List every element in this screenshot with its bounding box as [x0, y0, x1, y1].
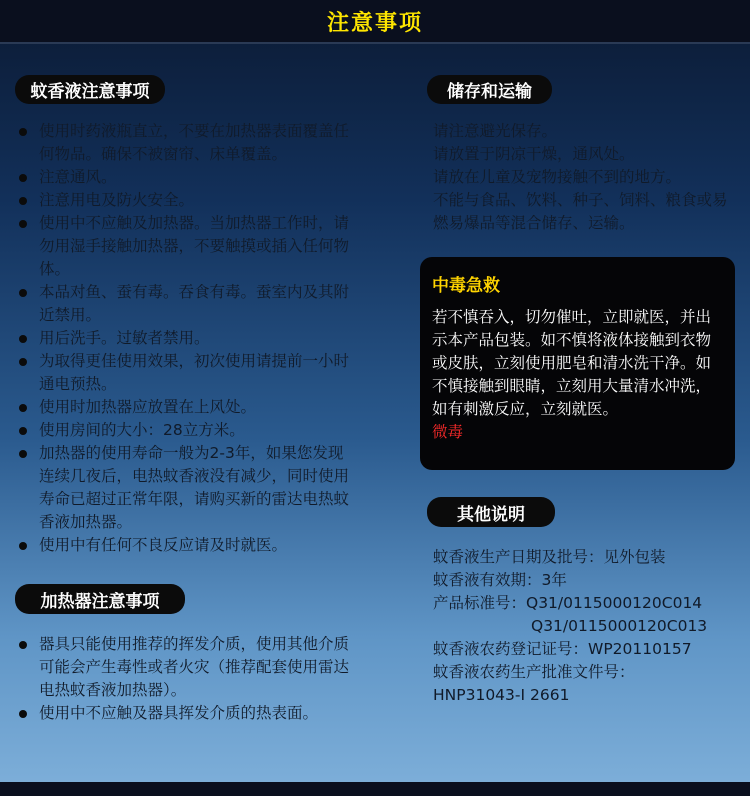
list-item: 使用房间的大小：28立方米。 [17, 419, 357, 442]
storage-line: 不能与食品、饮料、种子、饲料、粮食或易燃易爆品等混合储存、运输。 [433, 191, 728, 232]
section-title-other: 其他说明 [427, 497, 555, 527]
toxicity-note: 微毒 [432, 423, 464, 441]
list-item: 使用中不应触及器具挥发介质的热表面。 [17, 702, 362, 725]
section-title-mosquito-liquid: 蚊香液注意事项 [15, 75, 165, 104]
storage-text [433, 120, 733, 235]
standard-no-line-2: Q31/0115000120C013 [531, 617, 708, 635]
list-item: 注意用电及防火安全。 [17, 189, 357, 212]
first-aid-text: 若不慎吞入，切勿催吐，立即就医，并出示本产品包装。如不慎将液体接触到衣物或皮肤，立刻使用肥皂和清水洗干净。如不慎接触到眼睛，立刻用大量清水冲洗，如有刺激反应，立刻就医。 [432, 308, 712, 418]
heater-list [17, 633, 362, 725]
shelf-life-line: 蚊香液有效期：3年 [433, 571, 567, 589]
first-aid-box [420, 257, 735, 470]
standard-no-line: 产品标准号：Q31/0115000120C014 [433, 594, 703, 612]
list-item: 使用时加热器应放置在上风处。 [17, 396, 357, 419]
mosquito-liquid-list [17, 120, 357, 557]
storage-line: 请放置于阴凉干燥，通风处。 [433, 145, 635, 163]
list-item: 本品对鱼、蚕有毒。吞食有毒。蚕室内及其附近禁用。 [17, 281, 357, 327]
page-title: 注意事项 [326, 10, 423, 36]
approval-doc-no: HNP31043-I 2661 [433, 686, 570, 704]
section-title-storage: 储存和运输 [427, 75, 552, 104]
list-item: 加热器的使用寿命一般为2-3年，如果您发现连续几夜后，电热蚊香液没有减少，同时使用寿命已超过正常年限，请购买新的雷达电热蚊香液加热器。 [17, 442, 357, 534]
footer-bar [0, 782, 750, 796]
list-item: 使用中不应触及加热器。当加热器工作时，请勿用湿手接触加热器，不要触摸或插入任何物体。 [17, 212, 357, 281]
list-item: 用后洗手。过敏者禁用。 [17, 327, 357, 350]
approval-doc-label: 蚊香液农药生产批准文件号： [433, 663, 635, 681]
list-item: 使用时药液瓶直立，不要在加热器表面覆盖任何物品。确保不被窗帘、床单覆盖。 [17, 120, 357, 166]
section-title-heater: 加热器注意事项 [15, 584, 185, 614]
list-item: 器具只能使用推荐的挥发介质，使用其他介质可能会产生毒性或者火灾（推荐配套使用雷达电热蚊香液加热器）。 [17, 633, 362, 702]
header-bar [0, 0, 750, 44]
list-item: 使用中有任何不良反应请及时就医。 [17, 534, 357, 557]
first-aid-title: 中毒急救 [432, 276, 500, 296]
registration-no-line: 蚊香液农药登记证号：WP20110157 [433, 640, 692, 658]
storage-line: 请放在儿童及宠物接触不到的地方。 [433, 168, 682, 186]
other-info [433, 546, 738, 707]
list-item: 注意通风。 [17, 166, 357, 189]
storage-line: 请注意避光保存。 [433, 122, 558, 140]
list-item: 为取得更佳使用效果，初次使用请提前一小时通电预热。 [17, 350, 357, 396]
production-date-line: 蚊香液生产日期及批号：见外包装 [433, 548, 666, 566]
